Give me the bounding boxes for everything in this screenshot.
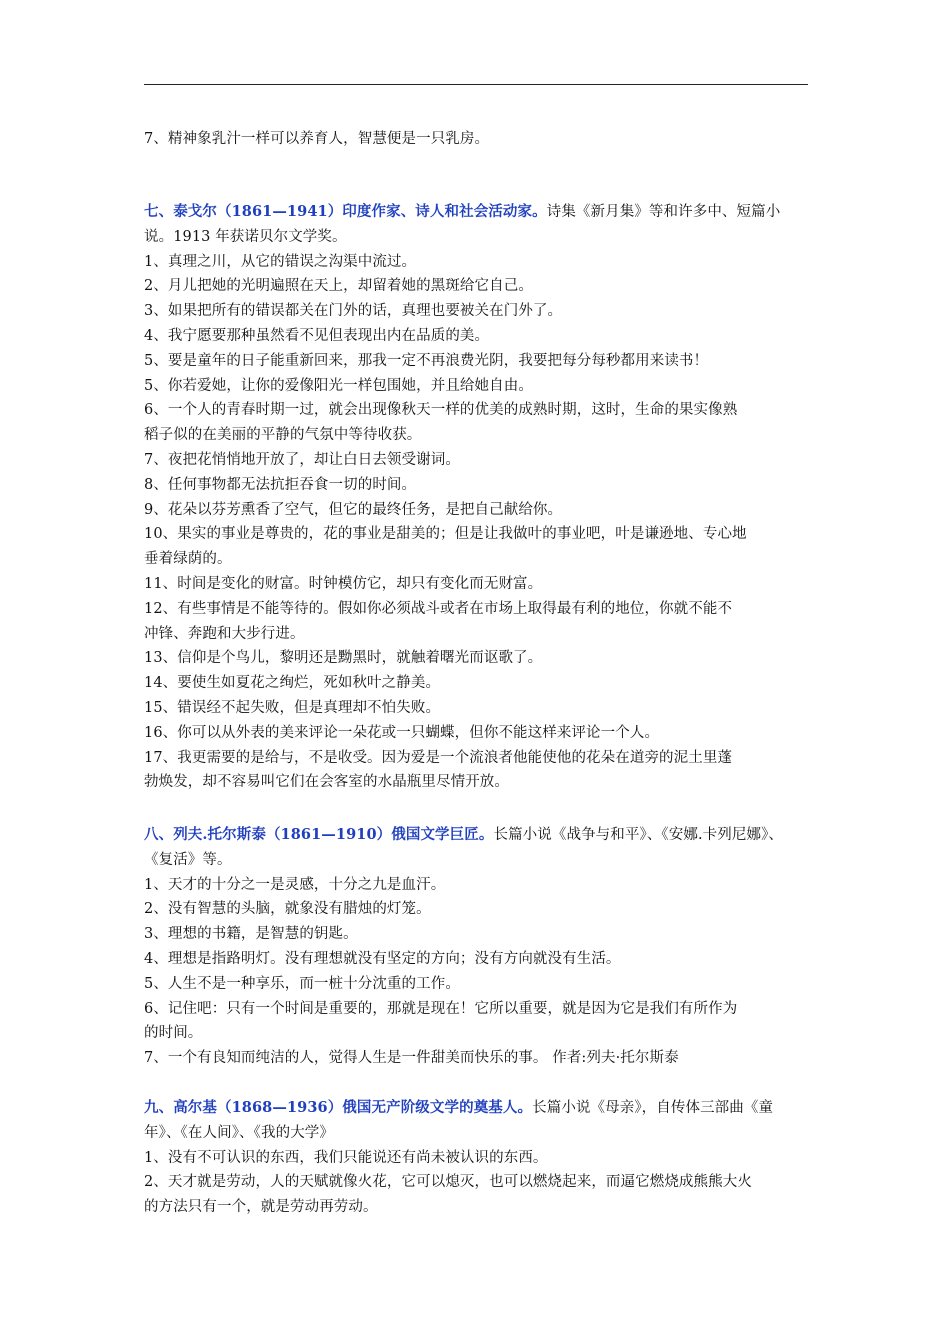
quote-line: 5、要是童年的日子能重新回来，那我一定不再浪费光阴，我要把每分每秒都用来读书！ xyxy=(144,352,709,369)
quote-line: 1、没有不可认识的东西，我们只能说还有尚未被认识的东西。 xyxy=(144,1149,548,1166)
quote-line: 15、错误经不起失败，但是真理却不怕失败。 xyxy=(144,699,441,716)
quote-line: 8、任何事物都无法抗拒吞食一切的时间。 xyxy=(144,476,417,493)
quote-line: 5、你若爱她，让你的爱像阳光一样包围她，并且给她自由。 xyxy=(144,377,533,394)
section-intro-line-1 xyxy=(144,823,808,848)
quote-line: 4、理想是指路明灯。没有理想就没有坚定的方向；没有方向就没有生活。 xyxy=(144,950,621,967)
section-intro-text: 长篇小说《母亲》，自传体三部曲《童 xyxy=(532,1100,774,1116)
quote-line: 5、人生不是一种享乐，而一桩十分沈重的工作。 xyxy=(144,975,460,992)
quote-line: 6、记住吧：只有一个时间是重要的，那就是现在！它所以重要，就是因为它是我们有所作为 xyxy=(144,1000,738,1017)
section-intro-line-1 xyxy=(144,1096,808,1121)
quote-line: 勃焕发，却不容易叫它们在会客室的水晶瓶里尽情开放。 xyxy=(144,774,509,791)
quote-line: 1、真理之川，从它的错误之沟渠中流过。 xyxy=(144,253,417,270)
quote-line: 12、有些事情是不能等待的。假如你必须战斗或者在市场上取得最有利的地位，你就不能不 xyxy=(144,600,733,617)
section-tolstoy xyxy=(144,823,808,1071)
section-intro-text: 长篇小说《战争与和平》、《安娜.卡列尼娜》、 xyxy=(493,827,784,843)
quote-line: 7、一个有良知而纯洁的人，觉得人生是一件甜美而快乐的事。 作者:列夫·托尔斯泰 xyxy=(144,1050,679,1067)
section-intro-line-1 xyxy=(144,200,808,225)
header-rule xyxy=(144,84,808,85)
quote-line: 6、一个人的青春时期一过，就会出现像秋天一样的优美的成熟时期，这时，生命的果实像熟 xyxy=(144,402,738,419)
quote-line: 3、理想的书籍，是智慧的钥匙。 xyxy=(144,926,358,943)
quote-line: 的方法只有一个，就是劳动再劳动。 xyxy=(144,1199,378,1216)
quote-line: 7、夜把花悄悄地开放了，却让白日去领受谢词。 xyxy=(144,451,460,468)
section-heading: 九、高尔基（1868—1936）俄国无产阶级文学的奠基人。 xyxy=(144,1099,533,1116)
quote-line: 3、如果把所有的错误都关在门外的话，真理也要被关在门外了。 xyxy=(144,303,563,320)
quote-line: 稻子似的在美丽的平静的气氛中等待收获。 xyxy=(144,427,422,444)
section-gorky xyxy=(144,1096,808,1220)
quote-line: 2、天才就是劳动，人的天赋就像火花，它可以熄灭，也可以燃烧起来，而逼它燃烧成熊熊大火 xyxy=(144,1174,752,1191)
quote-line: 13、信仰是个鸟儿，黎明还是黝黑时，就触着曙光而讴歌了。 xyxy=(144,650,543,667)
section-intro-line-2: 说。1913 年获诺贝尔文学奖。 xyxy=(144,228,347,245)
quote-line: 垂着绿荫的。 xyxy=(144,551,232,568)
quote-line: 10、果实的事业是尊贵的，花的事业是甜美的；但是让我做叶的事业吧，叶是谦逊地、专心地 xyxy=(144,526,747,543)
quote-line: 2、没有智慧的头脑，就象没有腊烛的灯笼。 xyxy=(144,901,431,918)
section-intro-line-2: 年》、《在人间》、《我的大学》 xyxy=(144,1124,334,1141)
quote-line: 4、我宁愿要那种虽然看不见但表现出内在品质的美。 xyxy=(144,327,490,344)
quote-line: 17、我更需要的是给与，不是收受。因为爱是一个流浪者他能使他的花朵在道旁的泥土里蓬 xyxy=(144,749,733,766)
section-intro-line-2: 《复活》等。 xyxy=(144,851,232,868)
quote-line: 14、要使生如夏花之绚烂，死如秋叶之静美。 xyxy=(144,675,441,692)
quote-line: 冲锋、奔跑和大步行进。 xyxy=(144,625,305,642)
quote-line: 的时间。 xyxy=(144,1025,203,1042)
section-tagore xyxy=(144,200,808,795)
quote-line: 16、你可以从外表的美来评论一朵花或一只蝴蝶，但你不能这样来评论一个人。 xyxy=(144,724,660,741)
quote-line: 9、花朵以芬芳熏香了空气，但它的最终任务，是把自己献给你。 xyxy=(144,501,563,518)
section-heading: 八、列夫.托尔斯泰（1861—1910）俄国文学巨匠。 xyxy=(144,826,494,843)
intro-line: 7、精神象乳汁一样可以养育人，智慧便是一只乳房。 xyxy=(144,131,490,147)
quote-line: 11、时间是变化的财富。时钟模仿它，却只有变化而无财富。 xyxy=(144,575,543,592)
section-heading: 七、泰戈尔（1861—1941）印度作家、诗人和社会活动家。 xyxy=(144,203,547,220)
quote-line: 1、天才的十分之一是灵感，十分之九是血汗。 xyxy=(144,876,446,893)
section-intro-text: 诗集《新月集》等和许多中、短篇小 xyxy=(546,204,781,220)
quote-line: 2、月儿把她的光明遍照在天上，却留着她的黑斑给它自己。 xyxy=(144,278,533,295)
